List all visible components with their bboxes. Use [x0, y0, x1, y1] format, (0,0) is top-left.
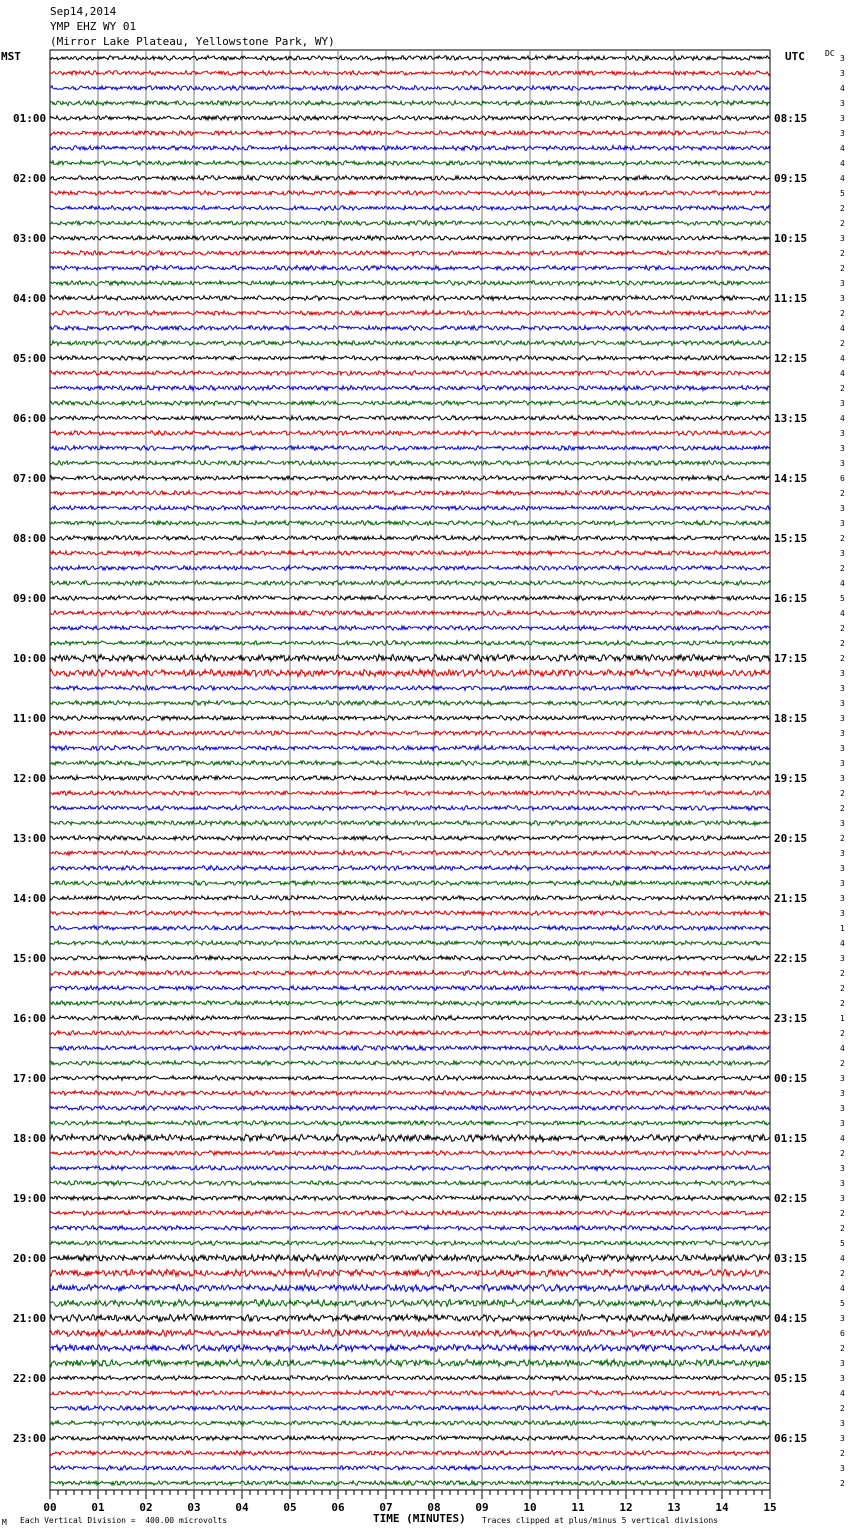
- seismic-trace: [50, 251, 770, 256]
- seismic-trace: [50, 521, 770, 526]
- seismic-trace: [50, 1211, 770, 1216]
- seismic-trace: [50, 1106, 770, 1111]
- seismic-trace: [50, 1181, 770, 1186]
- header-date: Sep14,2014: [50, 5, 117, 18]
- dc-value-label: 4: [840, 609, 845, 618]
- header-location: (Mirror Lake Plateau, Yellowstone Park, WY): [50, 35, 335, 48]
- mst-hour-label: 10:00: [13, 652, 47, 665]
- dc-value-label: 3: [840, 444, 845, 453]
- utc-hour-label: 09:15: [774, 172, 808, 185]
- seismic-trace: [50, 911, 770, 916]
- mst-hour-label: 06:00: [13, 412, 47, 425]
- seismic-trace: [50, 1451, 770, 1456]
- mst-hour-label: 05:00: [13, 352, 47, 365]
- dc-value-label: 4: [840, 579, 845, 588]
- x-tick-label: 07: [379, 1501, 393, 1514]
- seismic-trace: [50, 956, 770, 961]
- dc-value-label: 5: [840, 189, 845, 198]
- x-tick-label: 08: [427, 1501, 441, 1514]
- dc-value-label: 2: [840, 1059, 845, 1068]
- seismic-trace: [50, 716, 770, 721]
- dc-value-label: 2: [840, 1344, 845, 1353]
- seismic-trace: [50, 566, 770, 571]
- dc-value-label: 3: [840, 504, 845, 513]
- seismic-trace: [50, 281, 770, 286]
- seismic-trace: [50, 626, 770, 631]
- mst-hour-label: 13:00: [13, 832, 47, 845]
- dc-value-label: 4: [840, 354, 845, 363]
- dc-value-label: 2: [840, 969, 845, 978]
- seismic-trace: [50, 1329, 770, 1336]
- dc-value-label: 2: [840, 984, 845, 993]
- seismic-trace: [50, 1421, 770, 1426]
- dc-value-label: 2: [840, 1479, 845, 1488]
- dc-value-label: 5: [840, 1299, 845, 1308]
- dc-value-label: 4: [840, 1389, 845, 1398]
- dc-value-label: 2: [840, 204, 845, 213]
- seismic-trace: [50, 655, 770, 662]
- seismic-trace: [50, 1134, 770, 1141]
- dc-value-label: 4: [840, 939, 845, 948]
- seismic-trace: [50, 776, 770, 781]
- seismic-trace: [50, 536, 770, 541]
- utc-hour-label: 14:15: [774, 472, 808, 485]
- seismic-trace: [50, 56, 770, 61]
- dc-value-label: 2: [840, 834, 845, 843]
- dc-value-label: 2: [840, 804, 845, 813]
- utc-hour-label: 15:15: [774, 532, 808, 545]
- seismic-trace: [50, 86, 770, 91]
- seismic-trace: [50, 476, 770, 481]
- dc-value-label: 2: [840, 309, 845, 318]
- seismic-trace: [50, 596, 770, 601]
- dc-value-label: 6: [840, 1329, 845, 1338]
- dc-value-label: 4: [840, 1254, 845, 1263]
- dc-value-label: 3: [840, 669, 845, 678]
- footer-scale-note: Each Vertical Division = 400.00 microvolts: [20, 1516, 228, 1525]
- seismic-trace: [50, 1300, 770, 1307]
- mst-hour-label: 01:00: [13, 112, 47, 125]
- seismic-trace: [50, 701, 770, 706]
- seismic-trace: [50, 1001, 770, 1006]
- seismic-trace: [50, 506, 770, 511]
- seismic-trace: [50, 1344, 770, 1351]
- dc-value-label: 3: [840, 459, 845, 468]
- dc-value-label: 2: [840, 1149, 845, 1158]
- seismic-trace: [50, 791, 770, 796]
- dc-value-label: 3: [840, 909, 845, 918]
- utc-hour-label: 00:15: [774, 1072, 808, 1085]
- utc-hour-label: 21:15: [774, 892, 808, 905]
- dc-value-label: 2: [840, 1404, 845, 1413]
- x-tick-label: 00: [43, 1501, 57, 1514]
- utc-hour-label: 01:15: [774, 1132, 808, 1145]
- dc-value-label: 5: [840, 1239, 845, 1248]
- dc-value-label: 3: [840, 894, 845, 903]
- seismic-trace: [50, 926, 770, 931]
- mst-hour-label: 20:00: [13, 1252, 47, 1265]
- seismic-trace: [50, 1061, 770, 1066]
- dc-value-label: 3: [840, 1419, 845, 1428]
- dc-value-label: 4: [840, 84, 845, 93]
- seismic-trace: [50, 446, 770, 451]
- x-tick-label: 04: [235, 1501, 249, 1514]
- utc-hour-label: 13:15: [774, 412, 808, 425]
- seismic-trace: [50, 881, 770, 886]
- dc-value-label: 2: [840, 654, 845, 663]
- dc-value-label: 4: [840, 369, 845, 378]
- seismic-trace: [50, 1046, 770, 1051]
- seismic-trace: [50, 161, 770, 166]
- seismic-trace: [50, 941, 770, 946]
- x-tick-label: 09: [475, 1501, 489, 1514]
- seismic-trace: [50, 341, 770, 346]
- dc-value-label: 3: [840, 294, 845, 303]
- seismic-trace: [50, 176, 770, 181]
- x-axis-title: TIME (MINUTES): [373, 1512, 466, 1525]
- utc-hour-label: 04:15: [774, 1312, 808, 1325]
- dc-value-label: 3: [840, 744, 845, 753]
- seismic-trace: [50, 581, 770, 586]
- dc-value-label: 2: [840, 489, 845, 498]
- dc-value-label: 3: [840, 699, 845, 708]
- seismic-trace: [50, 1406, 770, 1411]
- dc-value-label: 2: [840, 339, 845, 348]
- seismic-trace: [50, 356, 770, 361]
- dc-value-label: 3: [840, 1119, 845, 1128]
- header-station: YMP EHZ WY 01: [50, 20, 137, 33]
- seismic-trace: [50, 191, 770, 196]
- x-tick-label: 02: [139, 1501, 153, 1514]
- dc-value-label: 3: [840, 549, 845, 558]
- dc-value-label: 2: [840, 1224, 845, 1233]
- dc-label: DC: [825, 49, 835, 58]
- dc-value-label: 2: [840, 1269, 845, 1278]
- dc-value-label: 2: [840, 384, 845, 393]
- mst-hour-label: 17:00: [13, 1072, 47, 1085]
- mst-hour-label: 18:00: [13, 1132, 47, 1145]
- dc-value-label: 3: [840, 279, 845, 288]
- seismic-trace: [50, 1121, 770, 1126]
- utc-hour-label: 10:15: [774, 232, 808, 245]
- mst-hour-label: 09:00: [13, 592, 47, 605]
- seismic-trace: [50, 761, 770, 766]
- dc-value-label: 4: [840, 1134, 845, 1143]
- seismic-trace: [50, 611, 770, 616]
- seismic-trace: [50, 1151, 770, 1156]
- seismic-trace: [50, 116, 770, 121]
- x-tick-label: 10: [523, 1501, 537, 1514]
- seismic-trace: [50, 101, 770, 106]
- seismic-trace: [50, 986, 770, 991]
- mst-hour-label: 21:00: [13, 1312, 47, 1325]
- dc-value-label: 3: [840, 1104, 845, 1113]
- dc-value-label: 4: [840, 1044, 845, 1053]
- dc-value-label: 3: [840, 234, 845, 243]
- dc-value-label: 4: [840, 144, 845, 153]
- dc-value-label: 4: [840, 1284, 845, 1293]
- dc-value-label: 2: [840, 564, 845, 573]
- seismic-trace: [50, 686, 770, 691]
- dc-value-label: 2: [840, 999, 845, 1008]
- dc-value-label: 3: [840, 1179, 845, 1188]
- seismic-trace: [50, 641, 770, 646]
- seismic-trace: [50, 1466, 770, 1471]
- seismic-trace: [50, 371, 770, 376]
- utc-hour-label: 11:15: [774, 292, 808, 305]
- dc-value-label: 3: [840, 684, 845, 693]
- seismic-trace: [50, 386, 770, 391]
- x-tick-label: 13: [667, 1501, 681, 1514]
- dc-value-label: 3: [840, 729, 845, 738]
- seismic-trace: [50, 1285, 770, 1292]
- utc-hour-label: 17:15: [774, 652, 808, 665]
- seismic-trace: [50, 491, 770, 496]
- dc-value-label: 3: [840, 1089, 845, 1098]
- seismic-trace: [50, 236, 770, 241]
- dc-value-label: 3: [840, 54, 845, 63]
- dc-value-label: 4: [840, 414, 845, 423]
- utc-hour-label: 23:15: [774, 1012, 808, 1025]
- dc-value-label: 2: [840, 534, 845, 543]
- seismic-trace: [50, 1314, 770, 1321]
- dc-value-label: 3: [840, 1359, 845, 1368]
- seismic-trace: [50, 551, 770, 556]
- mst-hour-label: 12:00: [13, 772, 47, 785]
- dc-value-label: 3: [840, 99, 845, 108]
- x-tick-label: 15: [763, 1501, 777, 1514]
- dc-value-label: 3: [840, 849, 845, 858]
- dc-value-label: 3: [840, 879, 845, 888]
- utc-hour-label: 20:15: [774, 832, 808, 845]
- seismic-trace: [50, 71, 770, 76]
- dc-value-label: 3: [840, 69, 845, 78]
- dc-value-label: 2: [840, 1029, 845, 1038]
- x-tick-label: 05: [283, 1501, 297, 1514]
- utc-hour-label: 02:15: [774, 1192, 808, 1205]
- dc-value-label: 3: [840, 1194, 845, 1203]
- dc-value-label: 3: [840, 819, 845, 828]
- seismic-trace: [50, 1196, 770, 1201]
- seismic-trace: [50, 866, 770, 871]
- mst-hour-label: 04:00: [13, 292, 47, 305]
- right-timezone-label: UTC: [785, 50, 805, 63]
- utc-hour-label: 19:15: [774, 772, 808, 785]
- seismic-trace: [50, 851, 770, 856]
- seismic-trace: [50, 461, 770, 466]
- seismic-trace: [50, 326, 770, 331]
- mst-hour-label: 08:00: [13, 532, 47, 545]
- seismic-trace: [50, 266, 770, 271]
- seismic-trace: [50, 221, 770, 226]
- x-tick-label: 14: [715, 1501, 729, 1514]
- x-tick-label: 12: [619, 1501, 633, 1514]
- dc-value-label: 3: [840, 1464, 845, 1473]
- seismic-trace: [50, 1226, 770, 1231]
- dc-value-label: 3: [840, 399, 845, 408]
- utc-hour-label: 03:15: [774, 1252, 808, 1265]
- dc-value-label: 2: [840, 219, 845, 228]
- dc-value-label: 3: [840, 114, 845, 123]
- dc-value-label: 2: [840, 789, 845, 798]
- seismic-trace: [50, 1076, 770, 1081]
- mst-hour-label: 22:00: [13, 1372, 47, 1385]
- dc-value-label: 4: [840, 174, 845, 183]
- x-tick-label: 01: [91, 1501, 105, 1514]
- x-tick-label: 03: [187, 1501, 201, 1514]
- dc-value-label: 2: [840, 1209, 845, 1218]
- dc-value-label: 4: [840, 324, 845, 333]
- seismic-trace: [50, 1166, 770, 1171]
- mst-hour-label: 15:00: [13, 952, 47, 965]
- dc-value-label: 3: [840, 1374, 845, 1383]
- seismic-trace: [50, 296, 770, 301]
- seismic-trace: [50, 1016, 770, 1021]
- seismic-trace: [50, 806, 770, 811]
- dc-value-label: 3: [840, 429, 845, 438]
- seismic-trace: [50, 896, 770, 901]
- dc-value-label: 2: [840, 624, 845, 633]
- seismic-trace: [50, 1481, 770, 1486]
- utc-hour-label: 06:15: [774, 1432, 808, 1445]
- mst-hour-label: 02:00: [13, 172, 47, 185]
- mst-hour-label: 14:00: [13, 892, 47, 905]
- seismic-trace: [50, 1391, 770, 1396]
- left-timezone-label: MST: [1, 50, 21, 63]
- dc-value-label: 3: [840, 759, 845, 768]
- mst-hour-label: 03:00: [13, 232, 47, 245]
- x-tick-label: 06: [331, 1501, 345, 1514]
- dc-value-label: 3: [840, 864, 845, 873]
- seismic-trace: [50, 1091, 770, 1096]
- dc-value-label: 2: [840, 249, 845, 258]
- dc-value-label: 3: [840, 1164, 845, 1173]
- seismic-trace: [50, 146, 770, 151]
- dc-value-label: 4: [840, 159, 845, 168]
- utc-hour-label: 22:15: [774, 952, 808, 965]
- dc-value-label: 3: [840, 1434, 845, 1443]
- seismic-trace: [50, 1254, 770, 1261]
- utc-hour-label: 16:15: [774, 592, 808, 605]
- seismic-trace: [50, 670, 770, 677]
- dc-value-label: 3: [840, 519, 845, 528]
- dc-value-label: 3: [840, 714, 845, 723]
- seismic-trace: [50, 1031, 770, 1036]
- mst-hour-label: 11:00: [13, 712, 47, 725]
- seismic-trace: [50, 401, 770, 406]
- mst-hour-label: 19:00: [13, 1192, 47, 1205]
- seismic-trace: [50, 206, 770, 211]
- dc-value-label: 2: [840, 1449, 845, 1458]
- dc-value-label: 1: [840, 1014, 845, 1023]
- seismic-trace: [50, 1359, 770, 1366]
- x-tick-label: 11: [571, 1501, 585, 1514]
- dc-value-label: 1: [840, 924, 845, 933]
- dc-value-label: 3: [840, 129, 845, 138]
- seismic-trace: [50, 416, 770, 421]
- dc-value-label: 2: [840, 639, 845, 648]
- footer-clip-note: Traces clipped at plus/minus 5 vertical divisions: [482, 1516, 719, 1525]
- mst-hour-label: 07:00: [13, 472, 47, 485]
- seismic-trace: [50, 311, 770, 316]
- utc-hour-label: 08:15: [774, 112, 808, 125]
- seismic-trace: [50, 131, 770, 136]
- seismic-trace: [50, 431, 770, 436]
- seismic-trace: [50, 1376, 770, 1381]
- seismic-trace: [50, 821, 770, 826]
- seismic-trace: [50, 1241, 770, 1246]
- seismic-trace: [50, 1270, 770, 1277]
- dc-value-label: 2: [840, 264, 845, 273]
- corner-mark: M: [2, 1518, 7, 1527]
- utc-hour-label: 05:15: [774, 1372, 808, 1385]
- utc-hour-label: 12:15: [774, 352, 808, 365]
- seismic-trace: [50, 1436, 770, 1441]
- seismic-trace: [50, 731, 770, 736]
- mst-hour-label: 23:00: [13, 1432, 47, 1445]
- mst-hour-label: 16:00: [13, 1012, 47, 1025]
- seismic-trace: [50, 971, 770, 976]
- dc-value-label: 3: [840, 1074, 845, 1083]
- dc-value-label: 3: [840, 774, 845, 783]
- seismic-trace: [50, 836, 770, 841]
- dc-value-label: 3: [840, 1314, 845, 1323]
- dc-value-label: 6: [840, 474, 845, 483]
- seismic-trace: [50, 746, 770, 751]
- dc-value-label: 5: [840, 594, 845, 603]
- dc-value-label: 3: [840, 954, 845, 963]
- utc-hour-label: 18:15: [774, 712, 808, 725]
